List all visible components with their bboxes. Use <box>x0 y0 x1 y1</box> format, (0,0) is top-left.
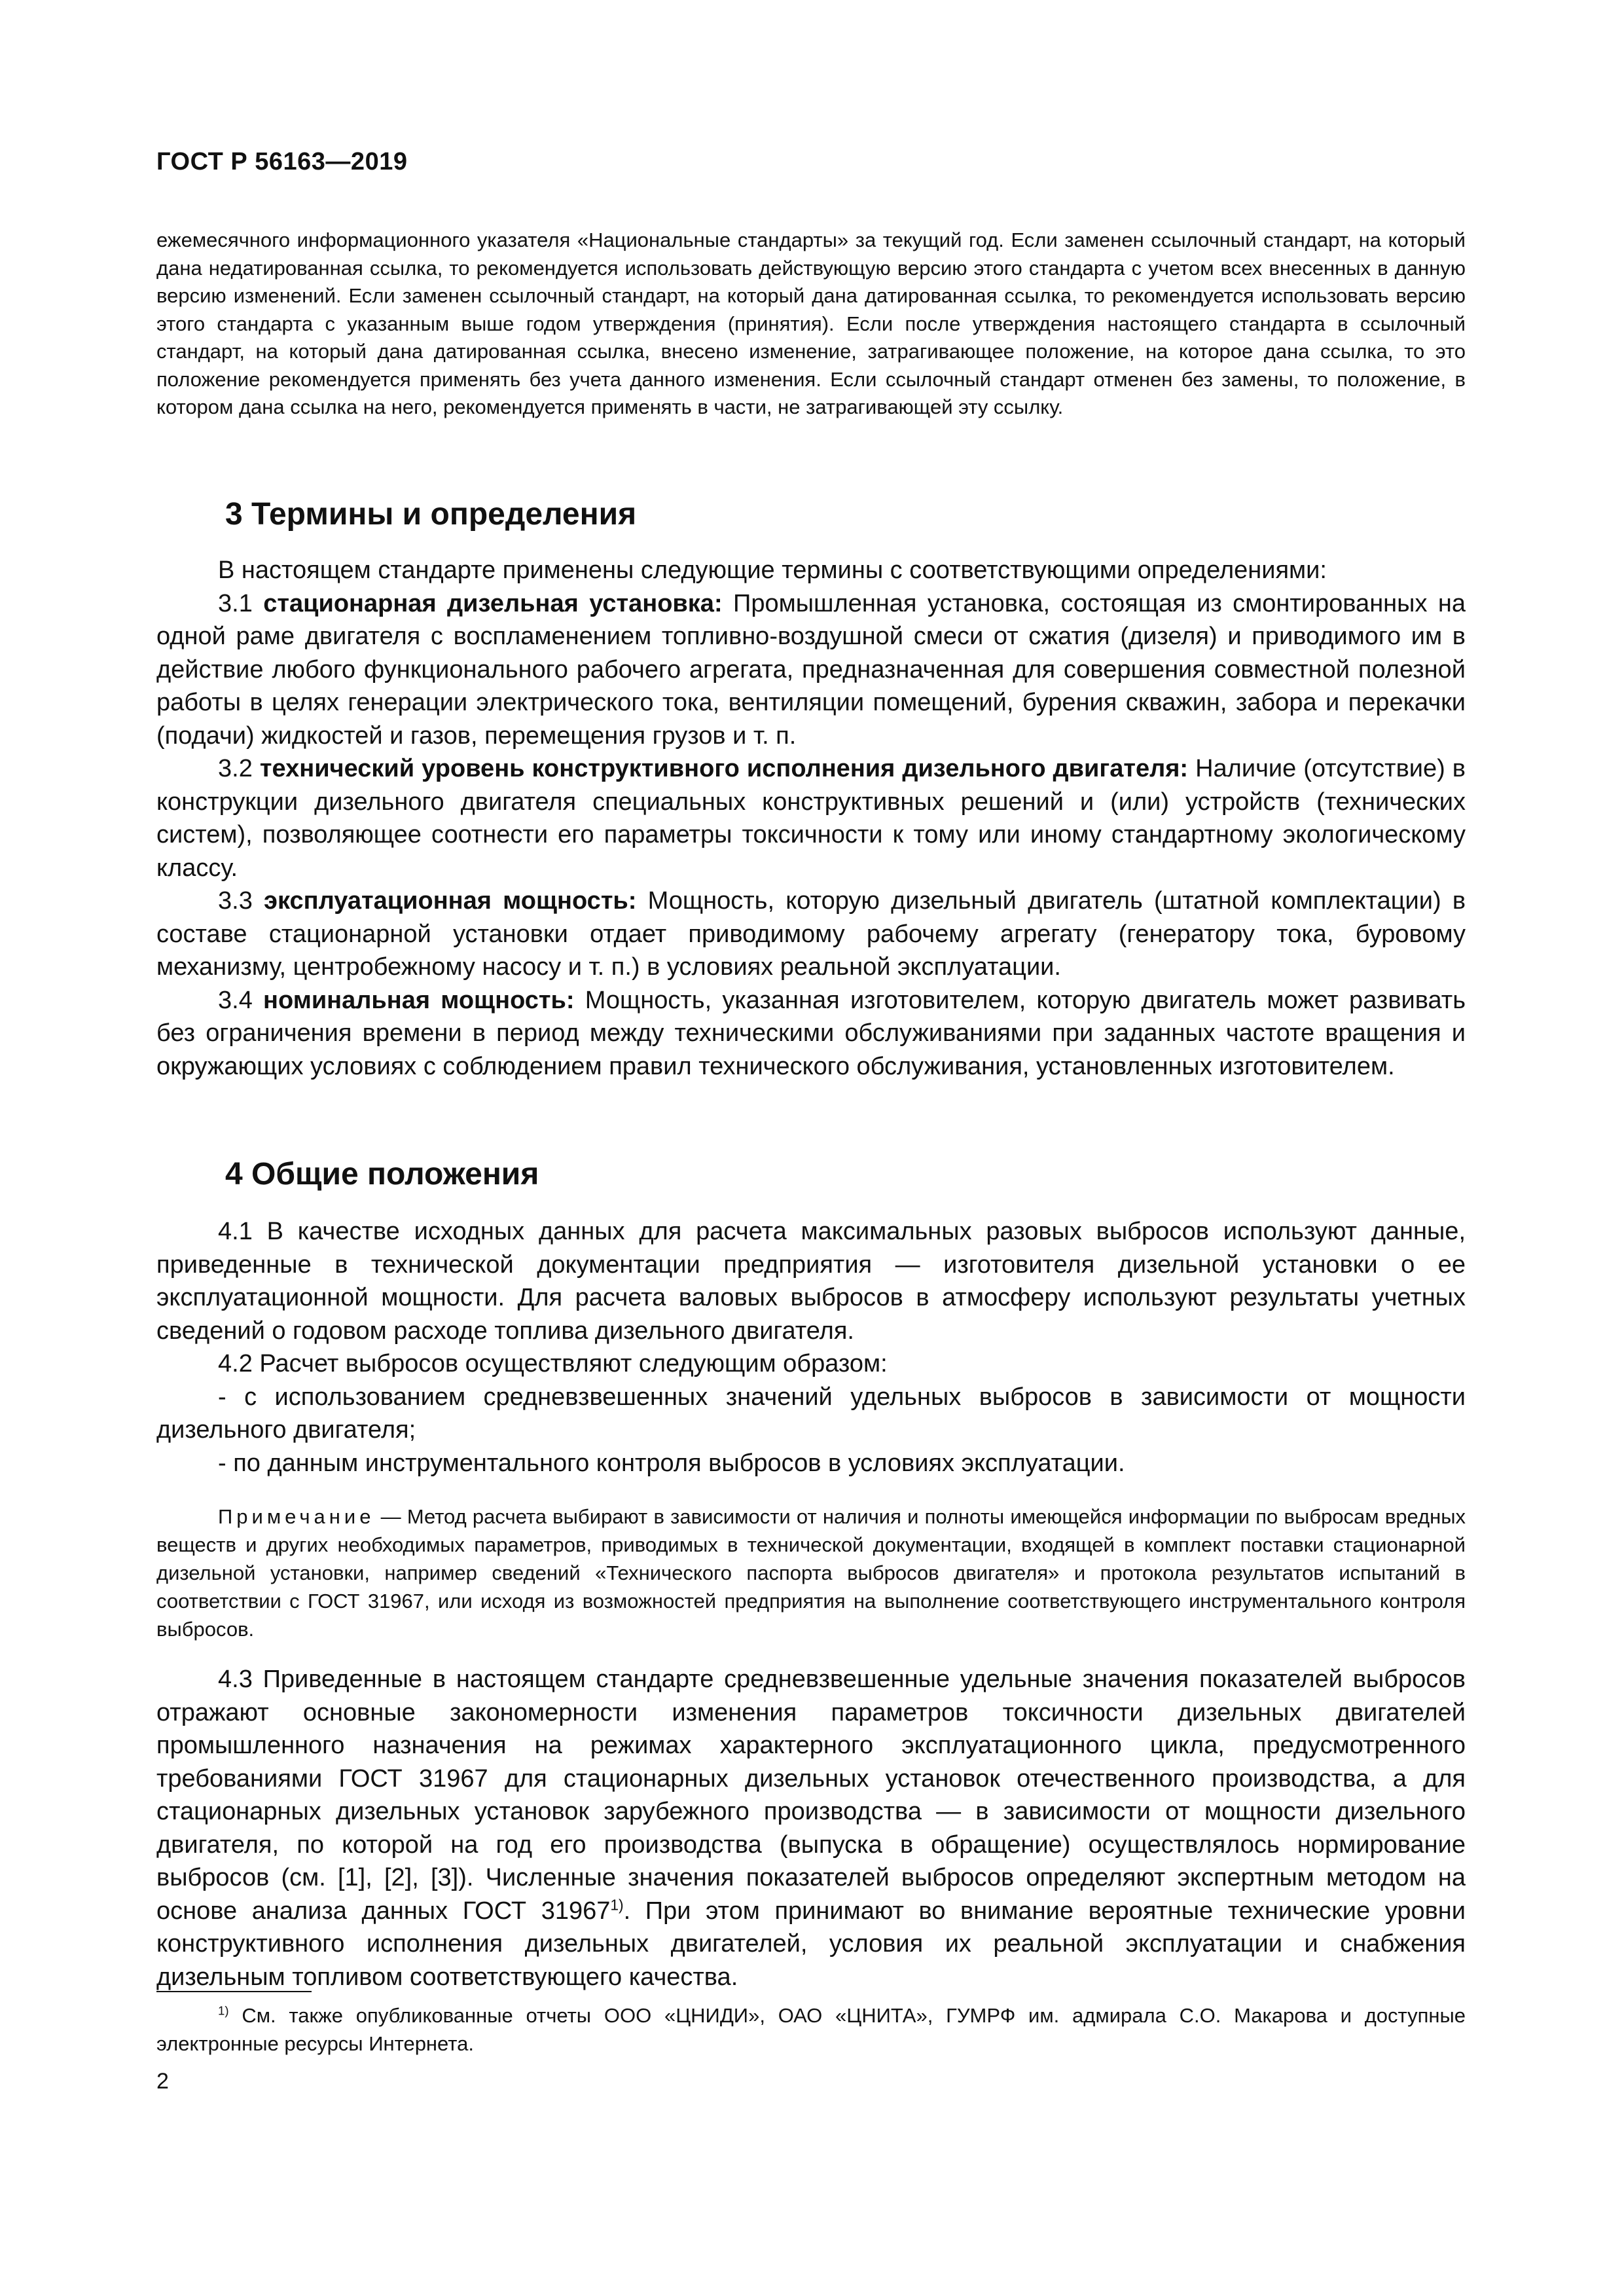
paragraph-4-1: 4.1 В качестве исходных данных для расчета максимальных разовых выбросов используют данные, приведенные в технической документации предприятия — изготовителя дизельной установки о ее эксплуатационной мощности. Для расчета валовых выбросов в атмосферу используют результаты учетных сведений о годовом расходе топлива дизельного двигателя. <box>156 1218 1466 1345</box>
term-3-1 <box>156 587 1466 753</box>
term-name: технический уровень конструктивного исполнения дизельного двигателя: <box>259 755 1189 782</box>
term-definition: Наличие (отсутствие) в конструкции дизельного двигателя специальных конструктивных решений и (или) устройств (технических систем), позволяющее соотнести его параметры токсичности к тому или иному стандартному экологическому классу. <box>156 755 1466 882</box>
footnote-marker: 1) <box>218 2003 229 2018</box>
footnote <box>156 2001 1466 2058</box>
document-header: ГОСТ Р 56163—2019 <box>156 148 408 175</box>
term-number: 3.4 <box>218 986 253 1014</box>
term-number: 3.2 <box>218 755 253 782</box>
section-3-title: 3 Термины и определения <box>225 497 637 532</box>
note-text: — Метод расчета выбирают в зависимости от наличия и полноты имеющейся информации по выбросам вредных веществ и других необходимых параметров, приводимых в технической документации, входящей в комплект поставки стационарной дизельной установки, например сведений «Технического паспорта выбросов двигателя» и протокола результатов испытаний в соответствии с ГОСТ 31967, или исходя из возможностей предприятия на выполнение соответствующего инструментального контроля выбросов. <box>156 1505 1466 1641</box>
intro-text: ежемесячного информационного указателя «Национальные стандарты» за текущий год. Если заменен ссылочный стандарт, на который дана недатированная ссылка, то рекомендуется использовать действующую версию этого стандарта с учетом всех внесенных в данную версию изменений. Если заменен ссылочный стандарт, на который дана датированная ссылка, то рекомендуется использовать версию этого стандарта с указанным выше годом утверждения (принятия). Если после утверждения настоящего стандарта в ссылочный стандарт, на который дана датированная ссылка, внесено изменение, затрагивающее положение, на которое дана ссылка, то это положение рекомендуется применять без учета данного изменения. Если ссылочный стандарт отменен без замены, то положение, в котором дана ссылка на него, рекомендуется применять в части, не затрагивающей эту ссылку. <box>156 228 1466 418</box>
paragraph-4-2: 4.2 Расчет выбросов осуществляют следующим образом: <box>218 1350 888 1377</box>
term-number: 3.3 <box>218 887 253 915</box>
term-name: эксплуатационная мощность: <box>264 887 637 915</box>
section-3-lead: В настоящем стандарте применены следующие термины с соответствующими определениями: <box>218 556 1327 584</box>
page-number: 2 <box>156 2069 169 2094</box>
section-4-title: 4 Общие положения <box>225 1157 539 1192</box>
section-3-body <box>156 554 1466 1083</box>
footnote-paragraph <box>156 2001 1466 2058</box>
section-4-3-body <box>156 1663 1466 1994</box>
term-definition: Мощность, указанная изготовителем, которую двигатель может развивать без ограничения времени в период между техническими обслуживаниями при заданных частоте вращения и окружающих условиях с соблюдением правил технического обслуживания, установленных изготовителем. <box>156 986 1466 1080</box>
note-paragraph <box>156 1503 1466 1643</box>
term-definition: Промышленная установка, состоящая из смонтированных на одной раме двигателя с воспламенением топливно-воздушной смеси от сжатия (дизеля) и приводимого им в действие любого функционального рабочего агрегата, предназначенная для совершения совместной полезной работы в целях генерации электрического тока, вентиляции помещений, бурения скважин, забора и перекачки (подачи) жидкостей и газов, перемещения грузов и т. п. <box>156 589 1466 750</box>
term-name: стационарная дизельная установка: <box>263 589 723 617</box>
paragraph-4-3-text-b: . При этом принимают во внимание вероятные технические уровни конструктивного исполнения дизельных двигателей, условия их реальной эксплуатации и снабжения дизельным топливом соответствующего качества. <box>156 1897 1466 1991</box>
footnote-divider <box>156 1991 312 1992</box>
footnote-ref[interactable]: 1) <box>610 1895 624 1913</box>
section-4-body <box>156 1215 1466 1480</box>
paragraph-4-3 <box>156 1663 1466 1994</box>
intro-paragraph <box>156 227 1466 422</box>
term-name: номинальная мощность: <box>263 986 575 1014</box>
list-item: - с использованием средневзвешенных значений удельных выбросов в зависимости от мощности дизельного двигателя; <box>156 1383 1466 1444</box>
term-definition: Мощность, которую дизельный двигатель (штатной комплектации) в составе стационарной установки отдает приводимому рабочему агрегату (генератору тока, буровому механизму, центробежному насосу и т. п.) в условиях реальной эксплуатации. <box>156 887 1466 981</box>
note-label: Примечание <box>218 1505 375 1528</box>
term-3-4 <box>156 984 1466 1084</box>
list-item: - по данным инструментального контроля выбросов в условиях эксплуатации. <box>218 1449 1125 1477</box>
term-number: 3.1 <box>218 589 253 617</box>
term-3-2 <box>156 752 1466 884</box>
term-3-3 <box>156 884 1466 984</box>
note-block <box>156 1503 1466 1643</box>
footnote-text: См. также опубликованные отчеты ООО «ЦНИДИ», ОАО «ЦНИТА», ГУМРФ им. адмирала С.О. Макарова и доступные электронные ресурсы Интернета. <box>156 2004 1466 2055</box>
paragraph-4-3-text-a: 4.3 Приведенные в настоящем стандарте средневзвешенные удельные значения показателей выбросов отражают основные закономерности изменения параметров токсичности дизельных двигателей промышленного назначения на режимах характерного эксплуатационного цикла, предусмотренного требованиями ГОСТ 31967 для стационарных дизельных установок отечественного производства, а для стационарных дизельных установок зарубежного производства — в зависимости от мощности дизельного двигателя, по которой на год его производства (выпуска в обращение) осуществлялось нормирование выбросов (см. [1], [2], [3]). Численные значения показателей выбросов определяют экспертным методом на основе анализа данных ГОСТ 31967 <box>156 1666 1466 1925</box>
